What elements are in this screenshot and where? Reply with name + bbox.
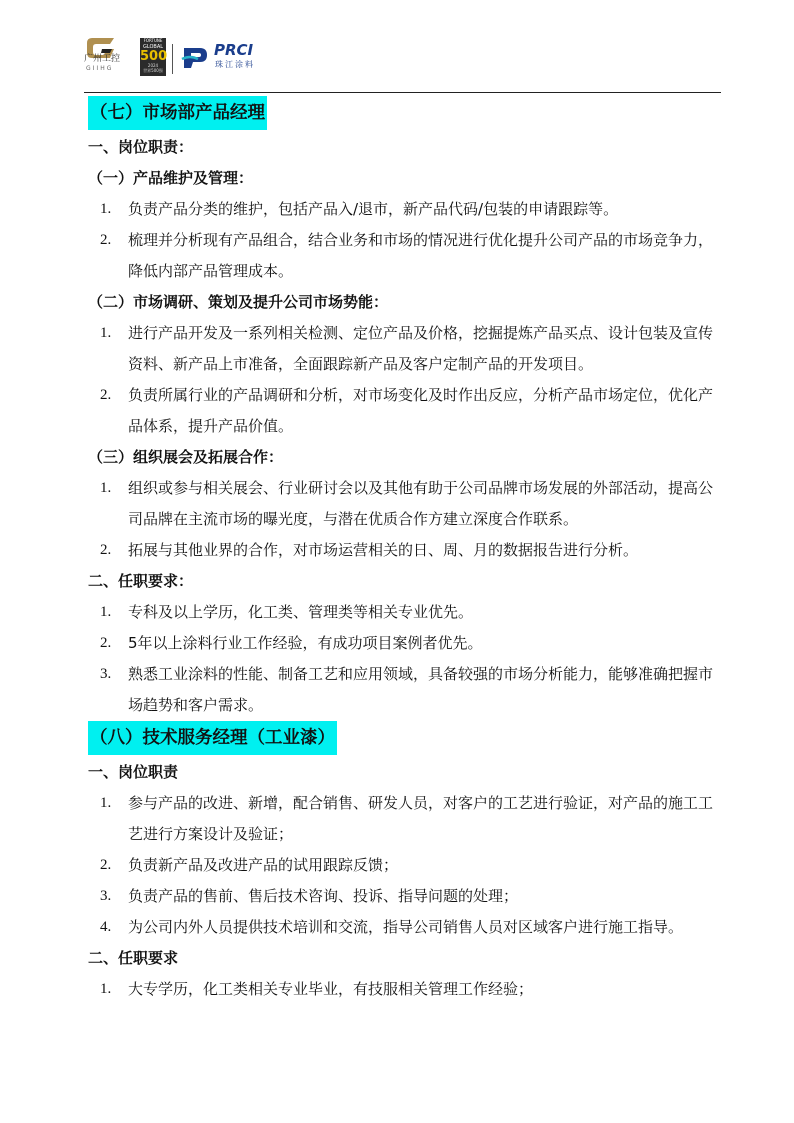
list-item: 1. 大专学历，化工类相关专业毕业，有技服相关管理工作经验； — [100, 980, 534, 998]
list-item: 2. 拓展与其他业界的合作，对市场运营相关的日、周、月的数据报告进行分析。 — [100, 541, 639, 559]
list-item: 2. 梳理并分析现有产品组合，结合业务和市场的情况进行优化提升公司产品的市场竞争力，降低内部产品管理成本。 — [100, 231, 714, 280]
list-item: 3. 熟悉工业涂料的性能、制备工艺和应用领域，具备较强的市场分析能力，能够准确把握市场趋势和客户需求。 — [100, 665, 714, 714]
list-item: 3. 负责产品的售前、售后技术咨询、投诉、指导问题的处理； — [100, 887, 519, 905]
list-item: 1. 参与产品的改进、新增，配合销售、研发人员，对客户的工艺进行验证，对产品的施工工艺进行方案设计及验证； — [100, 794, 714, 843]
prci-logo-icon — [180, 42, 210, 72]
page-header — [84, 30, 721, 93]
list-item: 1. 负责产品分类的维护，包括产品入/退市，新产品代码/包装的申请跟踪等。 — [100, 200, 619, 218]
prci-brand-name: PRCI — [214, 41, 254, 59]
prci-cn-name: 珠江涂料 — [215, 60, 255, 69]
fortune-500-badge: FORTUNE GLOBAL 500 2024 世界500强 — [140, 38, 166, 76]
requirements-heading: 二、任职要求： — [88, 572, 194, 590]
subsection-heading: （二）市场调研、策划及提升公司市场势能： — [88, 293, 389, 311]
giihg-en-name: GIIHG — [86, 65, 114, 72]
section-title: （七）市场部产品经理 — [88, 96, 267, 130]
list-item: 2. 负责所属行业的产品调研和分析，对市场变化及时作出反应，分析产品市场定位，优化产品体系，提升产品价值。 — [100, 386, 714, 435]
subsection-heading: （三）组织展会及拓展合作： — [88, 448, 284, 466]
giihg-cn-name: 广州工控 — [84, 54, 121, 64]
requirements-heading: 二、任职要求 — [88, 949, 179, 967]
header-divider — [172, 44, 173, 74]
section-title: （八）技术服务经理（工业漆） — [88, 721, 337, 755]
list-item: 1. 进行产品开发及一系列相关检测、定位产品及价格，挖掘提炼产品买点、设计包装及宣传资料、新产品上市准备，全面跟踪新产品及客户定制产品的开发项目。 — [100, 324, 714, 373]
list-item: 1. 组织或参与相关展会、行业研讨会以及其他有助于公司品牌市场发展的外部活动，提高公司品牌在主流市场的曝光度，与潜在优质合作方建立深度合作联系。 — [100, 479, 714, 528]
list-item: 1. 专科及以上学历，化工类、管理类等相关专业优先。 — [100, 603, 474, 621]
duties-heading: 一、岗位职责 — [88, 763, 179, 781]
subsection-heading: （一）产品维护及管理： — [88, 169, 254, 187]
list-item: 2. 负责新产品及改进产品的试用跟踪反馈； — [100, 856, 399, 874]
document-body — [88, 96, 724, 1005]
duties-heading: 一、岗位职责： — [88, 138, 194, 156]
list-item: 2. 5年以上涂料行业工作经验，有成功项目案例者优先。 — [100, 634, 483, 652]
list-item: 4. 为公司内外人员提供技术培训和交流，指导公司销售人员对区域客户进行施工指导。 — [100, 918, 684, 936]
